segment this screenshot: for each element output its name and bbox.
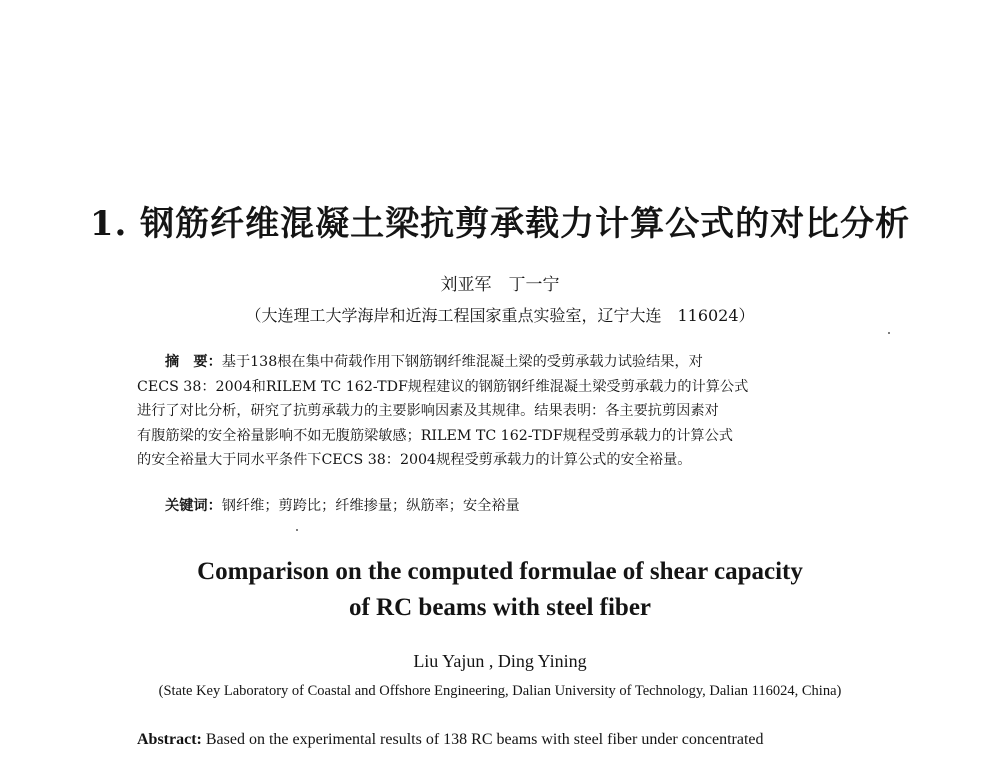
keywords-chinese-text: 钢纤维；剪跨比；纤维掺量；纵筋率；安全裕量 (221, 498, 520, 514)
abstract-chinese-line-3: 进行了对比分析，研究了抗剪承载力的主要影响因素及其规律。结果表明：各主要抗剪因素对 (137, 403, 719, 419)
abstract-chinese (137, 350, 865, 473)
authors-chinese: 刘亚军 丁一宁 (440, 275, 560, 295)
abstract-english-label: Abstract: (137, 731, 202, 748)
abstract-chinese-label: 摘 要： (165, 354, 222, 370)
scan-speck (888, 332, 890, 334)
abstract-chinese-line-4: 有腹筋梁的安全裕量影响不如无腹筋梁敏感；RILEM TC 162-TDF规程受剪承载力的计算公式 (137, 427, 733, 444)
abstract-chinese-line-1: 摘 要：基于138根在集中荷载作用下钢筋钢纤维混凝土梁的受剪承载力试验结果，对 (165, 354, 703, 370)
abstract-english-text: Based on the experimental results of 138 RC beams with steel fiber under concentrated (205, 731, 764, 748)
keywords-chinese (165, 495, 865, 515)
keywords-chinese-label: 关键词： (165, 498, 222, 514)
abstract-english (137, 728, 877, 752)
affiliation-english: (State Key Laboratory of Coastal and Offshore Engineering, Dalian University of Technology, Dalian 116024, China) (158, 683, 842, 699)
affiliation-chinese: （大连理工大学海岸和近海工程国家重点实验室，辽宁大连 116024） (245, 306, 755, 325)
paper-title-english-line-1: Comparison on the computed formulae of shear capacity (197, 558, 803, 585)
paper-title-english (0, 554, 1000, 626)
abstract-chinese-line-5: 的安全裕量大于同水平条件下CECS 38：2004规程受剪承载力的计算公式的安全裕量。 (137, 452, 692, 468)
abstract-chinese-line-2: CECS 38：2004和RILEM TC 162-TDF规程建议的钢筋钢纤维混凝土梁受剪承载力的计算公式 (137, 378, 749, 395)
scan-speck (296, 529, 298, 531)
paper-title-english-line-2: of RC beams with steel fiber (348, 594, 652, 621)
authors-english: Liu Yajun , Ding Yining (413, 651, 587, 671)
paper-title-chinese: 1. 钢筋纤维混凝土梁抗剪承载力计算公式的对比分析 (89, 204, 911, 244)
